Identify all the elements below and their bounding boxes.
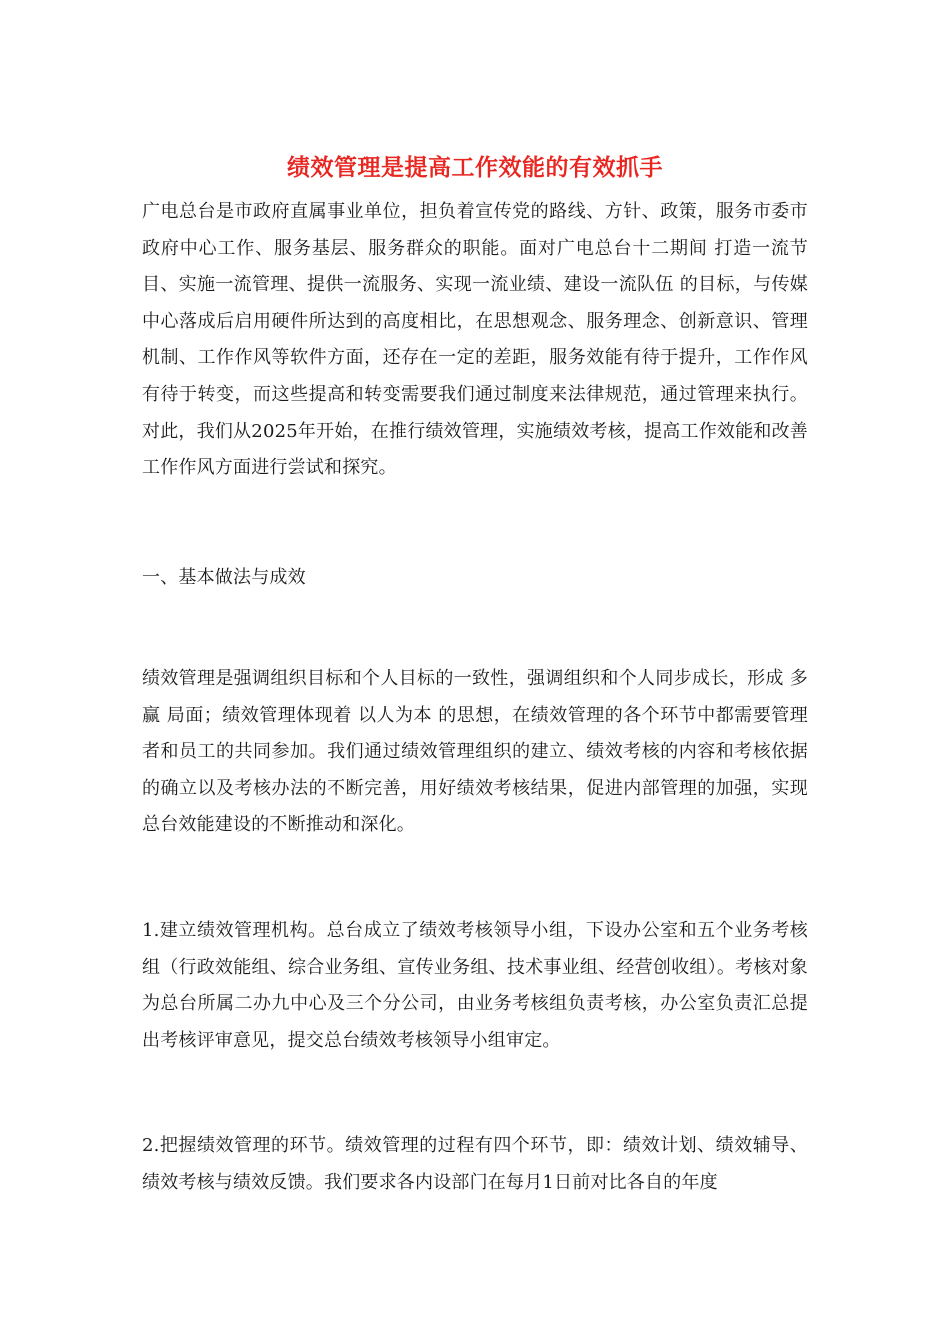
list-item-paragraph: 2.把握绩效管理的环节。绩效管理的过程有四个环节，即：绩效计划、绩效辅导、绩效考核与绩效反馈。我们要求各内设部门在每月1日前对比各自的年度 (142, 1135, 808, 1193)
section-heading: 一、基本做法与成效 (142, 567, 306, 588)
document-title: 绩效管理是提高工作效能的有效抓手 (287, 155, 663, 181)
list-item-paragraph: 1.建立绩效管理机构。总台成立了绩效考核领导小组，下设办公室和五个业务考核组（行政效能组、综合业务组、宣传业务组、技术事业组、经营创收组）。考核对象为总台所属二办九中心及三个分公司，由业务考核组负责考核，办公室负责汇总提出考核评审意见，提交总台绩效考核领导小组审定。 (142, 920, 808, 1051)
intro-paragraph: 广电总台是市政府直属事业单位，担负着宣传党的路线、方针、政策，服务市委市政府中心工作、服务基层、服务群众的职能。面对广电总台十二期间 打造一流节目、实施一流管理、提供一流服务、实现一流业绩、建设一流队伍 的目标，与传媒中心落成后启用硬件所达到的高度相比，在思想观念、服务理念、创新意识、管理机制、工作作风等软件方面，还存在一定的差距，服务效能有待于提升，工作作风有待于转变，而这些提高和转变需要我们通过制度来法律规范，通过管理来执行。对此，我们从2025年开始，在推行绩效管理，实施绩效考核，提高工作效能和改善工作作风方面进行尝试和探究。 (142, 201, 808, 479)
section-body-paragraph: 绩效管理是强调组织目标和个人目标的一致性，强调组织和个人同步成长，形成 多赢 局面；绩效管理体现着 以人为本 的思想，在绩效管理的各个环节中都需要管理者和员工的共同参加。我们通过绩效管理组织的建立、绩效考核的内容和考核依据的确立以及考核办法的不断完善，用好绩效考核结果，促进内部管理的加强，实现总台效能建设的不断推动和深化。 (142, 668, 808, 836)
